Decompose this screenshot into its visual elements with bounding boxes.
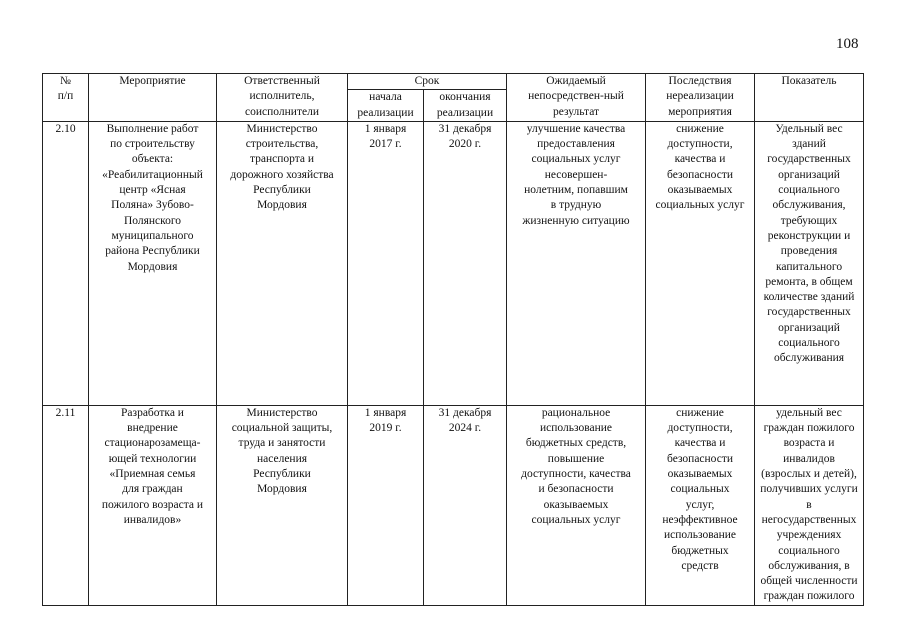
cell-start: 1 января 2019 г. <box>348 405 424 605</box>
table-row <box>43 405 864 605</box>
cell-consequences: снижение доступности, качества и безопасности оказываемых социальных услуг <box>646 121 755 405</box>
header-term: Срок <box>348 74 507 90</box>
cell-executor: Министерство социальной защиты, труда и занятости населения Республики Мордовия <box>217 405 348 605</box>
cell-end: 31 декабря 2024 г. <box>424 405 507 605</box>
header-result: Ожидаемый непосредствен-ный результат <box>507 74 646 122</box>
cell-num: 2.10 <box>43 121 89 405</box>
header-start: начала реализации <box>348 90 424 122</box>
header-end: окончания реализации <box>424 90 507 122</box>
table-row <box>43 121 864 405</box>
cell-consequences: снижение доступности, качества и безопасности оказываемых социальных услуг, неэффективное использование бюджетных средств <box>646 405 755 605</box>
cell-indicator: удельный вес граждан пожилого возраста и инвалидов (взрослых и детей), получивших услуги в негосударственных учреждениях социального обслуживания, в общей численности граждан пожилого <box>755 405 864 605</box>
cell-executor: Министерство строительства, транспорта и дорожного хозяйства Республики Мордовия <box>217 121 348 405</box>
cell-end: 31 декабря 2020 г. <box>424 121 507 405</box>
header-event: Мероприятие <box>89 74 217 122</box>
cell-event: Разработка и внедрение стационарозамеща- ющей технологии «Приемная семья для граждан пожилого возраста и инвалидов» <box>89 405 217 605</box>
header-indicator: Показатель <box>755 74 864 122</box>
cell-num: 2.11 <box>43 405 89 605</box>
cell-event: Выполнение работ по строительству объекта: «Реабилитационный центр «Ясная Поляна» Зубово- Полянского муниципального района Республики Мордовия <box>89 121 217 405</box>
header-executor: Ответственный исполнитель, соисполнители <box>217 74 348 122</box>
cell-indicator: Удельный вес зданий государственных организаций социального обслуживания, требующих реконструкции и проведения капитального ремонта, в общем количестве зданий государственных организаций социального обслуживания <box>755 121 864 405</box>
page-number: 108 <box>836 36 859 52</box>
cell-start: 1 января 2017 г. <box>348 121 424 405</box>
header-row <box>43 74 864 90</box>
measures-table <box>42 73 864 606</box>
cell-result: улучшение качества предоставления социальных услуг несовершен- нолетним, попавшим в трудную жизненную ситуацию <box>507 121 646 405</box>
header-consequences: Последствия нереализации мероприятия <box>646 74 755 122</box>
cell-result: рациональное использование бюджетных средств, повышение доступности, качества и безопасности оказываемых социальных услуг <box>507 405 646 605</box>
header-num: № п/п <box>43 74 89 122</box>
